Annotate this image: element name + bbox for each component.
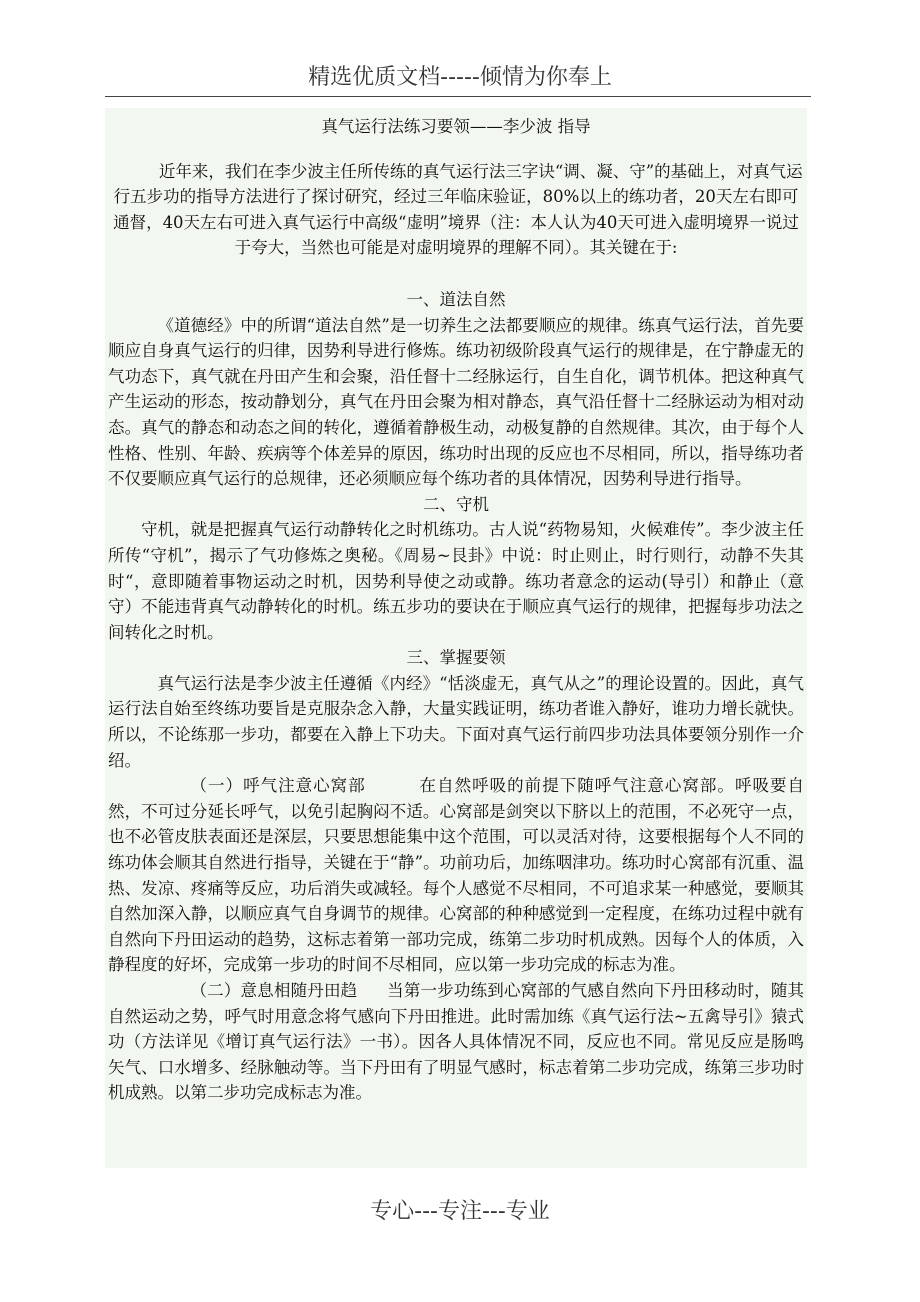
section-body-1: 《道德经》中的所谓“道法自然”是一切养生之法都要顺应的规律。练真气运行法，首先要顺应自身真气运行的归律，因势利导进行修炼。练功初级阶段真气运行的规律是，在宁静虚无的气功态下，真气就在丹田产生和会聚，沿任督十二经脉运行，自生自化，调节机体。把这种真气产生运动的形态，按动静划分，真气在丹田会聚为相对静态，真气沿任督十二经脉运动为相对动态。真气的静态和动态之间的转化，遵循着静极生动，动极复静的自然规律。其次，由于每个人性格、性别、年龄、疾病等个体差异的原因，练功时出现的反应也不尽相同，所以，指导练功者不仅要顺应真气运行的总规律，还必须顺应每个练功者的具体情况，因势利导进行指导。 (108, 315, 804, 489)
document-body (105, 108, 807, 1168)
page-header-title: 精选优质文档-----倾情为你奉上 (308, 65, 612, 90)
header-divider (105, 96, 811, 97)
step-label-2: （二）意息相随丹田趋 (190, 981, 358, 1000)
intro-paragraph: 近年来，我们在李少波主任所传练的真气运行法三字诀“调、凝、守”的基础上，对真气运行五步功的指导方法进行了探讨研究，经过三年临床验证，80%以上的练功者，20天左右即可通督，40天左右可进入真气运行中高级“虚明”境界（注：本人认为40天可进入虚明境界一说过于夸大，当然也可能是对虚明境界的理解不同）。其关键在于: (113, 161, 803, 258)
document-title: 真气运行法练习要领——李少波 指导 (321, 117, 591, 136)
step-paragraph-2 (108, 978, 804, 1106)
section-heading-1: 一、道法自然 (406, 289, 506, 309)
step-text-1: 在自然呼吸的前提下随呼气注意心窝部。呼吸要自然，不可过分延长呼气，以免引起胸闷不适。心窝部是剑突以下脐以上的范围，不必死守一点，也不必管皮肤表面还是深层，只要思想能集中这个范围，可以灵活对待，这要根据每个人不同的练功体会顺其自然进行指导，关键在于“静”。功前功后，加练咽津功。练功时心窝部有沉重、温热、发凉、疼痛等反应，功后消失或减轻。每个人感觉不尽相同，不可追求某一种感觉，要顺其自然加深入静，以顺应真气自身调节的规律。心窝部的种种感觉到一定程度，在练功过程中就有自然向下丹田运动的趋势，这标志着第一部功完成，练第二步功时机成熟。因每个人的体质，入静程度的好坏，完成第一步功的时间不尽相同，应以第一步功完成的标志为准。 (108, 776, 805, 975)
step-label-1: （一）呼气注意心窝部 (190, 776, 366, 796)
section-heading-2: 二、守机 (423, 494, 489, 514)
section-body-2: 守机，就是把握真气运行动静转化之时机练功。古人说“药物易知，火候难传”。李少波主任所传“守机”，揭示了气功修炼之奥秘。《周易~艮卦》中说：时止则止，时行则行，动静不失其时“，意即随着事物运动之时机，因势利导使之动或静。练功者意念的运动(导引）和静止（意守）不能违背真气动静转化的时机。练五步功的要诀在于顺应真气运行的规律，把握每步功法之间转化之时机。 (108, 520, 804, 642)
section-body-3: 真气运行法是李少波主任遵循《内经》“恬淡虚无，真气从之”的理论设置的。因此，真气运行法自始至终练功要旨是克服杂念入静，大量实践证明，练功者谁入静好，谁功力增长就快。所以，不论练那一步功，都要在入静上下功夫。下面对真气运行前四步功法具体要领分别作一介绍。 (108, 673, 804, 770)
step-paragraph-1 (108, 773, 804, 978)
step-text-2: 当第一步功练到心窝部的气感自然向下丹田移动时，随其自然运动之势，呼气时用意念将气感向下丹田推进。此时需加练《真气运行法~五禽导引》猿式功（方法详见《增订真气运行法》一书）。因各人具体情况不同，反应也不同。常见反应是肠鸣矢气、口水增多、经脉触动等。当下丹田有了明显气感时，标志着第二步功完成，练第三步功时机成熟。以第二步功完成标志为准。 (108, 981, 805, 1103)
page-footer: 专心---专注---专业 (370, 1199, 550, 1224)
section-heading-3: 三、掌握要领 (406, 648, 506, 668)
